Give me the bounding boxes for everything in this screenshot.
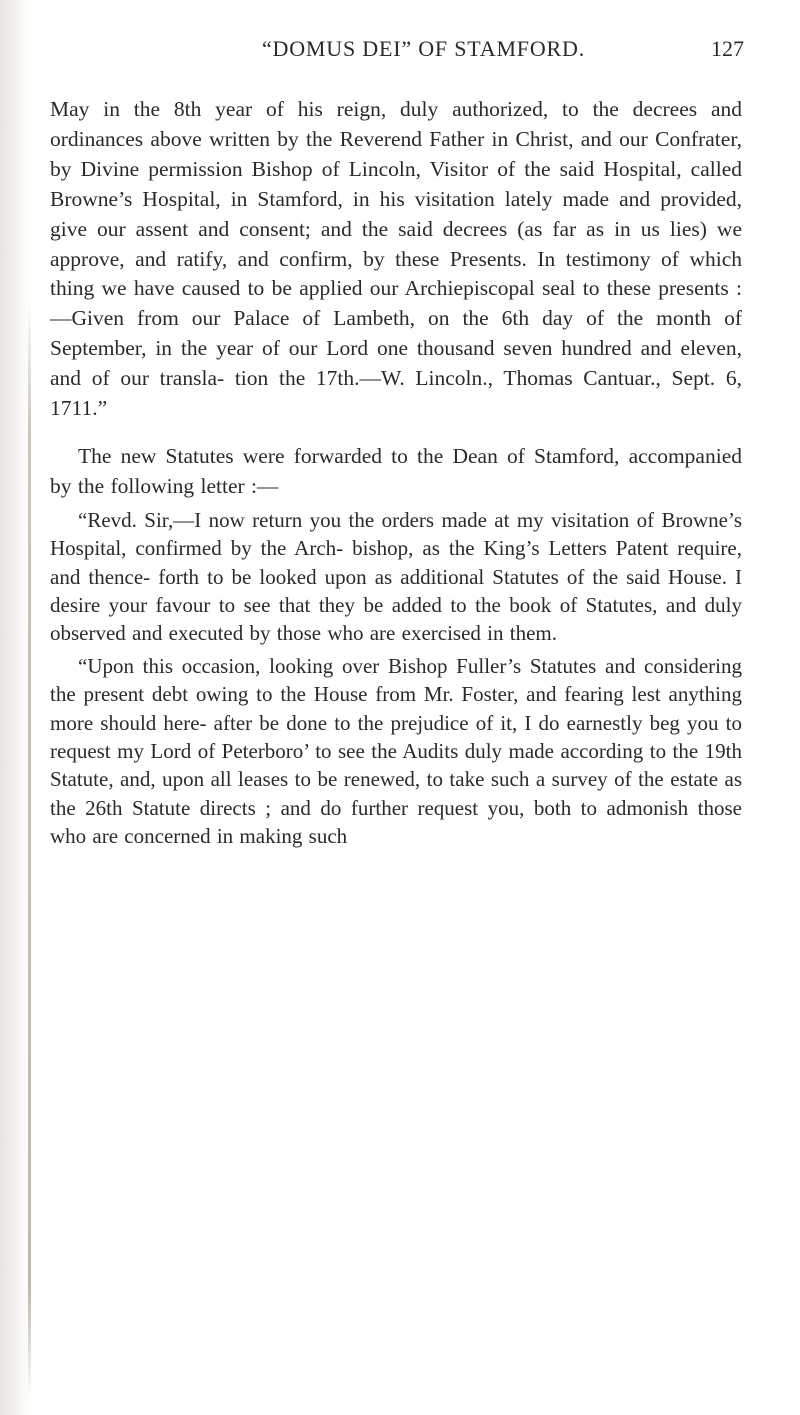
paragraph-letter-opening: “Revd. Sir,—I now return you the orders made at my visitation of Browne’s Hospital, confirmed by the Arch- bishop, as the King’s Letters Patent require, and thence- forth to be looked upon as additional Statutes of the said House. I desire your favour to see that they be added to the book of Statutes, and duly observed and executed by those who are exercised in them. — [50, 507, 742, 646]
binding-edge — [28, 300, 31, 1400]
page-header — [103, 36, 744, 70]
page-gutter-shadow — [0, 0, 30, 1415]
page-body — [50, 95, 742, 851]
running-title: “DOMUS DEI” OF STAMFORD. — [261, 36, 585, 61]
page-number: 127 — [711, 36, 744, 61]
paragraph-charter-continuation: May in the 8th year of his reign, duly authorized, to the decrees and ordinances above written by the Reverend Father in Christ, and our Confrater, by Divine permission Bishop of Lincoln, Visitor of the said Hospital, called Browne’s Hospital, in Stamford, in his visitation lately made and provided, give our assent and consent; and the said decrees (as far as in us lies) we approve, and ratify, and confirm, by these Presents. In testimony of which thing we have caused to be applied our Archiepiscopal seal to these presents :—Given from our Palace of Lambeth, on the 6th day of the month of September, in the year of our Lord one thousand seven hundred and eleven, and of our transla- tion the 17th.—W. Lincoln., Thomas Cantuar., Sept. 6, 1711.” — [50, 97, 742, 421]
paragraph-letter-request: “Upon this occasion, looking over Bishop Fuller’s Statutes and considering the present debt owing to the House from Mr. Foster, and fearing lest anything more should here- after be done to the prejudice of it, I do earnestly beg you to request my Lord of Peterboro’ to see the Audits duly made according to the 19th Statute, and, upon all leases to be renewed, to take such a survey of the estate as the 26th Statute directs ; and do further request you, both to admonish those who are concerned in making such — [50, 653, 742, 849]
letter-block — [50, 506, 742, 851]
paragraph-statutes-forwarded: The new Statutes were forwarded to the Dean of Stamford, accompanied by the following letter :— — [50, 443, 742, 498]
